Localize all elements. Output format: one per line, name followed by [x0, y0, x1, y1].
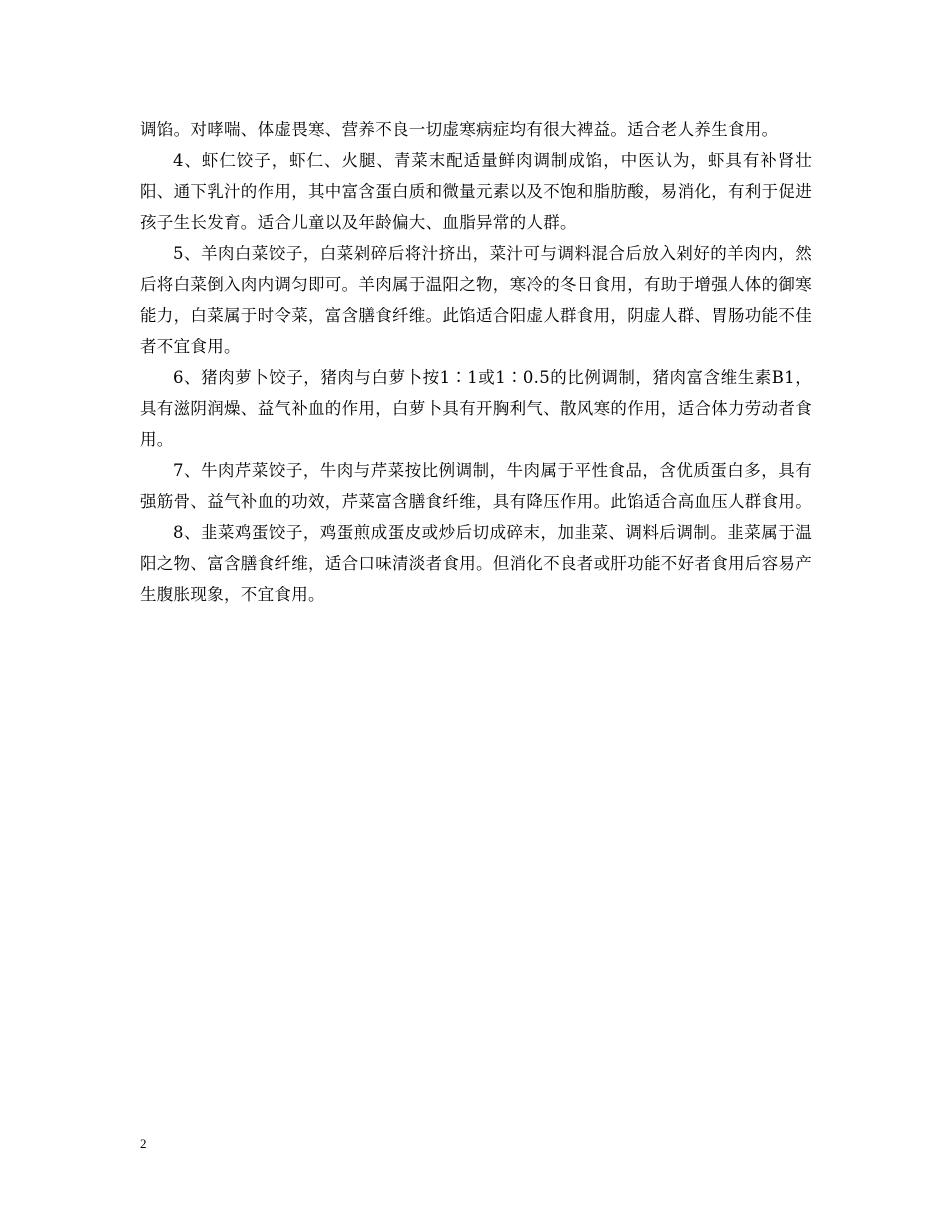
paragraph-leek-egg-dumplings: 8、韭菜鸡蛋饺子，鸡蛋煎成蛋皮或炒后切成碎末，加韭菜、调料后调制。韭菜属于温阳之物、富含膳食纤维，适合口味清淡者食用。但消化不良者或肝功能不好者食用后容易产生腹胀现象，不宜食用。	[140, 523, 812, 604]
paragraph-continuation: 调馅。对哮喘、体虚畏寒、营养不良一切虚寒病症均有很大裨益。适合老人养生食用。	[140, 120, 779, 139]
page-number: 2	[140, 1136, 147, 1151]
document-body	[140, 114, 812, 610]
paragraph-shrimp-dumplings: 4、虾仁饺子，虾仁、火腿、青菜末配适量鲜肉调制成馅，中医认为，虾具有补肾壮阳、通下乳汁的作用，其中富含蛋白质和微量元素以及不饱和脂肪酸，易消化，有利于促进孩子生长发育。适合儿童以及年龄偏大、血脂异常的人群。	[140, 151, 812, 232]
paragraph-lamb-cabbage-dumplings: 5、羊肉白菜饺子，白菜剁碎后将汁挤出，菜汁可与调料混合后放入剁好的羊肉内，然后将白菜倒入肉内调匀即可。羊肉属于温阳之物，寒冷的冬日食用，有助于增强人体的御寒能力，白菜属于时令菜，富含膳食纤维。此馅适合阳虚人群食用，阴虚人群、胃肠功能不佳者不宜食用。	[140, 244, 812, 356]
paragraph-beef-celery-dumplings: 7、牛肉芹菜饺子，牛肉与芹菜按比例调制，牛肉属于平性食品，含优质蛋白多，具有强筋骨、益气补血的功效，芹菜富含膳食纤维，具有降压作用。此馅适合高血压人群食用。	[140, 461, 812, 511]
paragraph-pork-radish-dumplings: 6、猪肉萝卜饺子，猪肉与白萝卜按1∶1或1∶0.5的比例调制，猪肉富含维生素B1，具有滋阴润燥、益气补血的作用，白萝卜具有开胸利气、散风寒的作用，适合体力劳动者食用。	[140, 368, 812, 449]
